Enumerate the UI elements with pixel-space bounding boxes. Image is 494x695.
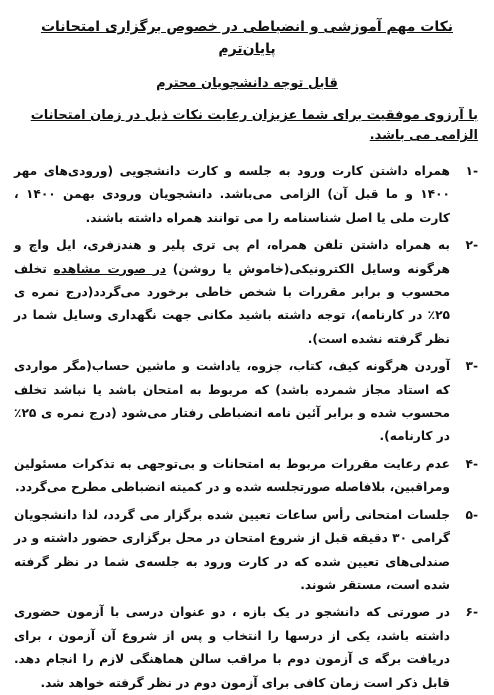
rule-text-part: تخلف محسوب و برابر مقررات با شخص خاطی برخورد می‌گردد(درج نمره ی ۲۵٪ در کارنامه)، توجه داشته باشید مکانی جهت نگهداری وسایل شما در نظر گرفته نشده است). — [14, 261, 450, 346]
rule-number: -۴ — [465, 456, 478, 471]
rule-number: -۳ — [465, 359, 478, 374]
rule-text: عدم رعایت مقررات مربوط به امتحانات و بی‌توجهی به تذکرات مسئولین ومراقبین، بلافاصله صورتجلسه شده و در کمیته انضباطی مطرح می‌گردد. — [14, 456, 450, 495]
rule-number: -۵ — [465, 507, 478, 522]
rule-item-1 — [14, 160, 480, 230]
rule-item-3 — [14, 355, 480, 449]
rule-text: آوردن هرگونه کیف، کتاب، جزوه، یاداشت و ماشین حساب(مگر مواردی که استاد مجاز شمرده باشد) که مربوط به امتحان باشد یا نباشد تخلف محسوب شده و برابر آئین نامه انضباطی رفتار می‌شود (درج نمره ی ۲۵٪ در کارنامه). — [14, 359, 450, 444]
rule-item-4 — [14, 453, 480, 500]
rules-list — [14, 160, 480, 695]
document-title: نکات مهم آموزشی و انضباطی در خصوص برگزاری امتحانات پایان‌ترم — [40, 19, 454, 57]
rule-number: -۱ — [465, 164, 478, 178]
rule-text: همراه داشتن کارت ورود به جلسه و کارت دانشجویی (ورودی‌های مهر ۱۴۰۰ و ما قبل آن) الزامی می‌باشد. دانشجویان ورودی بهمن ۱۴۰۰ ، کارت ملی یا اصل شناسنامه را می توانند همراه داشته باشند. — [14, 164, 450, 225]
rule-number: -۶ — [465, 605, 478, 620]
rule-text: جلسات امتحانی رأس ساعات تعیین شده برگزار می گردد، لذا دانشجویان گرامی ۳۰ دقیقه قبل از شروع امتحان در محل برگزاری حضور داشته و در صندلی‌های تعیین شده که در کارت ورود به جلسه‌ی شما در نظر گرفته شده است، مستقر شوند. — [14, 507, 450, 592]
rule-text: در صورتی که دانشجو در یک بازه ، دو عنوان درسی با آزمون حضوری داشته باشد، یکی از درسها را انتخاب و پس از شروع آن آزمون ، برای دریافت برگه ی آزمون دوم با مراقب سالن هماهنگی لازم را انجام دهد. قابل ذکر است زمان کافی برای آزمون دوم در نظر گرفته خواهد شد. — [14, 605, 450, 690]
rule-text — [14, 238, 450, 346]
rule-item-5 — [14, 504, 480, 598]
rule-item-2 — [14, 234, 480, 351]
rule-item-6 — [14, 601, 480, 695]
rule-text-underlined: در صورت مشاهده — [53, 261, 167, 276]
document-subtitle: قابل توجه دانشجویان محترم — [156, 76, 338, 91]
rule-text-part: به همراه داشتن تلفن همراه، ام پی تری پلیر و هندزفری، ایل واچ و هرگونه وسایل الکترونیکی(خاموش یا روشن) — [14, 238, 450, 276]
document-intro: با آرزوی موفقیت برای شما عزیزان رعایت نکات ذیل در زمان امتحانات الزامی می باشد. — [30, 108, 478, 143]
rule-number: -۲ — [465, 238, 478, 253]
